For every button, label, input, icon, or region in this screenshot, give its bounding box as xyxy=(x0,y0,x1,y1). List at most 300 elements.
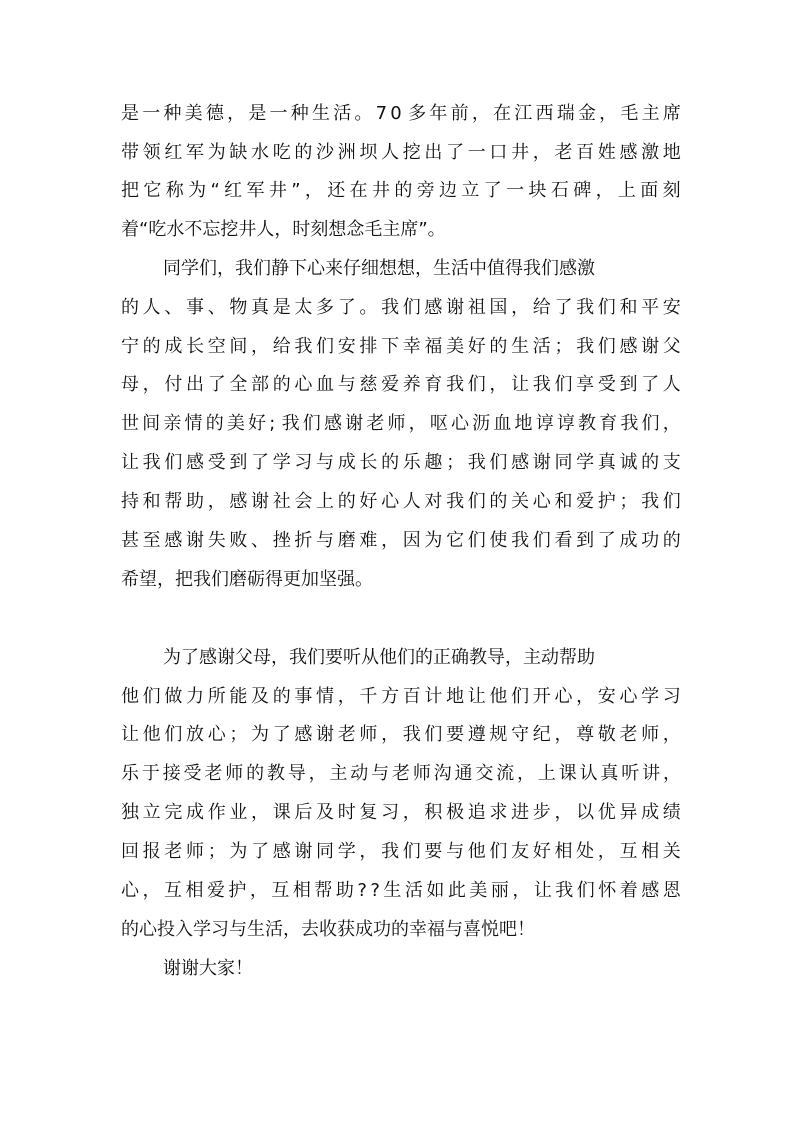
text-char: 种 xyxy=(290,103,309,124)
text-char: 与 xyxy=(316,530,335,551)
text-line xyxy=(121,762,681,786)
text-char: 旁 xyxy=(416,180,435,201)
text-char: 相 xyxy=(292,880,311,901)
text-char: 感 xyxy=(294,724,313,745)
text-char: 到 xyxy=(619,374,638,395)
text-char: 我 xyxy=(446,491,465,512)
text-char: 心 xyxy=(619,686,638,707)
text-char: 西 xyxy=(535,103,554,124)
text-char: 为 xyxy=(188,180,207,201)
text-char: 持 xyxy=(121,491,139,512)
text-char: 方 xyxy=(381,686,400,707)
text-char: 的 xyxy=(205,413,224,434)
text-char: 生 xyxy=(511,336,530,357)
text-char: 以 xyxy=(576,802,595,823)
text-char: 军 xyxy=(246,180,265,201)
text-char: 受 xyxy=(207,452,226,473)
text-char: 美 xyxy=(226,413,245,434)
text-char: 长 xyxy=(359,452,378,473)
text-char: 师 xyxy=(641,724,660,745)
text-char: 乐 xyxy=(402,452,421,473)
text-char: 社 xyxy=(272,491,291,512)
text-char: 感 xyxy=(229,491,248,512)
text-char: 要 xyxy=(424,841,443,862)
text-char: 乐 xyxy=(121,763,139,784)
text-line: 着“吃水不忘挖井人，时刻想念毛主席”。 xyxy=(121,219,446,240)
text-char: 我 xyxy=(532,374,551,395)
text-char: 福 xyxy=(424,336,443,357)
text-char: 支 xyxy=(662,452,681,473)
text-char: 挫 xyxy=(272,530,291,551)
text-char: 地 xyxy=(514,413,533,434)
text-char: 师 xyxy=(412,763,431,784)
text-char: 老 xyxy=(366,413,385,434)
text-char: 导 xyxy=(287,763,306,784)
text-char: 红 xyxy=(164,142,183,163)
text-char: 种 xyxy=(163,103,182,124)
text-char: ， xyxy=(554,802,573,823)
text-char: ， xyxy=(308,763,327,784)
text-char: 成 xyxy=(641,802,660,823)
text-char: 千 xyxy=(359,686,378,707)
text-char: 着 xyxy=(619,880,638,901)
text-char: 恩 xyxy=(662,880,681,901)
text-char: 教 xyxy=(266,763,285,784)
text-char: 人 xyxy=(402,491,421,512)
text-char: 带 xyxy=(121,142,139,163)
text-char: ， xyxy=(554,724,573,745)
text-char: 们 xyxy=(402,297,421,318)
text-char: 对 xyxy=(424,491,443,512)
text-char: 与 xyxy=(446,841,465,862)
text-char: 的 xyxy=(337,491,356,512)
text-char: 、 xyxy=(164,297,183,318)
text-char: 学 xyxy=(272,452,291,473)
text-char: 让 xyxy=(467,686,486,707)
text-char: 听 xyxy=(621,763,640,784)
text-char: 时 xyxy=(337,802,356,823)
text-char: 心 xyxy=(451,413,469,434)
text-char: 瑞 xyxy=(556,103,575,124)
text-char: 完 xyxy=(164,802,183,823)
text-char: 了 xyxy=(207,374,226,395)
text-char: 的 xyxy=(272,686,291,707)
text-char: 的 xyxy=(272,374,291,395)
text-char: “ xyxy=(210,180,220,201)
text-char: 席 xyxy=(662,103,681,124)
text-char: 成 xyxy=(337,452,356,473)
text-char: 。 xyxy=(354,103,373,124)
text-line xyxy=(121,529,681,553)
text-char: 了 xyxy=(446,142,465,163)
text-char: 们 xyxy=(424,724,443,745)
text-char: 们 xyxy=(467,530,486,551)
text-char: 活 xyxy=(333,103,352,124)
text-char: 互 xyxy=(271,880,290,901)
text-char: 边 xyxy=(439,180,458,201)
text-char: 部 xyxy=(251,374,270,395)
text-char: 的 xyxy=(294,142,313,163)
text-char: 心 xyxy=(532,491,551,512)
text-char: 我 xyxy=(142,452,161,473)
text-char: 祖 xyxy=(467,297,486,318)
text-char: 的 xyxy=(121,297,139,318)
text-char: 规 xyxy=(489,724,508,745)
text-char: 敬 xyxy=(597,724,616,745)
text-char: 我 xyxy=(294,336,313,357)
text-char: 追 xyxy=(467,802,486,823)
text-char: 洲 xyxy=(337,142,356,163)
text-char: 水 xyxy=(251,142,270,163)
text-line xyxy=(121,801,681,825)
text-char: ? xyxy=(357,880,367,901)
text-line: 希望，把我们磨砺得更加坚强。 xyxy=(121,569,373,590)
text-char: 给 xyxy=(272,336,291,357)
text-char: 我 xyxy=(576,336,595,357)
text-line xyxy=(121,141,681,165)
text-char: 称 xyxy=(165,180,184,201)
text-char: 们 xyxy=(467,491,486,512)
text-line xyxy=(121,723,681,747)
text-char: 互 xyxy=(619,841,638,862)
text-char: 及 xyxy=(316,802,335,823)
text-char: 太 xyxy=(294,297,313,318)
text-char: 心 xyxy=(381,491,400,512)
text-char: 因 xyxy=(402,530,421,551)
text-char: 互 xyxy=(163,880,182,901)
text-char: 和 xyxy=(554,491,573,512)
text-char: 谢 xyxy=(641,336,660,357)
text-char: 真 xyxy=(597,452,616,473)
text-char: 谢 xyxy=(294,841,313,862)
text-char: 同 xyxy=(554,452,573,473)
text-char: 谆 xyxy=(535,413,554,434)
text-char: ， xyxy=(142,374,161,395)
text-char: 谢 xyxy=(186,530,205,551)
text-char: 流 xyxy=(496,763,515,784)
text-line xyxy=(121,296,681,320)
text-char: 7 xyxy=(375,103,388,124)
text-char: 谢 xyxy=(251,491,270,512)
text-char: 江 xyxy=(514,103,533,124)
text-char: 会 xyxy=(294,491,313,512)
text-char: 课 xyxy=(272,802,291,823)
text-char: 回 xyxy=(121,841,139,862)
text-char: 让 xyxy=(511,374,530,395)
text-char: 我 xyxy=(281,413,300,434)
text-char: 心 xyxy=(121,880,139,901)
text-char: 宁 xyxy=(121,336,139,357)
text-char: 我 xyxy=(555,880,574,901)
text-char: 趣 xyxy=(424,452,443,473)
text-char: 地 xyxy=(446,686,465,707)
text-char: 美 xyxy=(184,103,203,124)
text-char: 老 xyxy=(391,763,410,784)
text-char: 与 xyxy=(316,452,335,473)
text-char: 的 xyxy=(641,452,660,473)
text-char: 它 xyxy=(446,530,465,551)
text-char: 多 xyxy=(408,103,427,124)
text-char: 事 xyxy=(294,686,313,707)
text-char: ， xyxy=(511,297,530,318)
text-char: 一 xyxy=(142,103,161,124)
closing-line: 谢谢大家！ xyxy=(163,958,253,979)
text-char: 功 xyxy=(641,530,660,551)
text-char: 生 xyxy=(383,880,402,901)
text-char: 丽 xyxy=(490,880,509,901)
text-char: 了 xyxy=(597,530,616,551)
text-char: 安 xyxy=(337,336,356,357)
text-char: 们 xyxy=(597,297,616,318)
text-char: 关 xyxy=(662,841,681,862)
text-char: 井 xyxy=(268,180,287,201)
text-line xyxy=(121,840,681,864)
text-char: 们 xyxy=(554,374,573,395)
paragraph-start-line: 同学们，我们静下心来仔细想想，生活中值得我们感激 xyxy=(163,258,595,279)
text-char: 、 xyxy=(251,530,270,551)
text-char: 下 xyxy=(381,336,400,357)
text-char: 付 xyxy=(164,374,183,395)
text-char: 了 xyxy=(554,297,573,318)
text-char: 们 xyxy=(597,336,616,357)
text-char: 的 xyxy=(142,336,161,357)
text-char: 沟 xyxy=(433,763,452,784)
text-char: 育 xyxy=(599,413,618,434)
text-char: 与 xyxy=(337,374,356,395)
text-char: 的 xyxy=(394,180,413,201)
text-char: 和 xyxy=(619,297,638,318)
text-char: 平 xyxy=(641,297,660,318)
text-char: 出 xyxy=(424,142,443,163)
text-char: 诚 xyxy=(619,452,638,473)
text-char: 是 xyxy=(121,103,139,124)
text-char: 此 xyxy=(447,880,466,901)
text-char: 和 xyxy=(142,491,161,512)
text-char: ， xyxy=(517,763,536,784)
text-char: 地 xyxy=(662,142,681,163)
text-char: 排 xyxy=(359,336,378,357)
text-char: 立 xyxy=(461,180,480,201)
text-char: 安 xyxy=(597,686,616,707)
text-char: 护 xyxy=(597,491,616,512)
text-char: 师 xyxy=(387,413,406,434)
text-char: 井 xyxy=(511,142,530,163)
text-char: 好 xyxy=(359,491,378,512)
text-char: 成 xyxy=(164,336,183,357)
text-char: ， xyxy=(304,180,323,201)
text-char: ； xyxy=(207,841,226,862)
text-char: 他 xyxy=(467,841,486,862)
text-char: 积 xyxy=(424,802,443,823)
text-line xyxy=(121,879,681,903)
text-char: 物 xyxy=(229,297,248,318)
text-char: 多 xyxy=(316,297,335,318)
text-char: ， xyxy=(142,880,161,901)
text-char: 学 xyxy=(337,841,356,862)
text-char: ， xyxy=(576,686,595,707)
text-char: 缺 xyxy=(229,142,248,163)
text-char: 们 xyxy=(467,374,486,395)
text-char: ， xyxy=(662,763,681,784)
text-char: 相 xyxy=(554,841,573,862)
text-char: 们 xyxy=(164,452,183,473)
text-char: 至 xyxy=(142,530,161,551)
text-char: 磨 xyxy=(337,530,356,551)
text-char: 真 xyxy=(251,297,270,318)
text-char: 一 xyxy=(467,142,486,163)
text-char: 们 xyxy=(662,491,681,512)
text-char: 毛 xyxy=(620,103,639,124)
text-char: 是 xyxy=(248,103,267,124)
text-char: 他 xyxy=(142,724,161,745)
text-char: 刻 xyxy=(662,180,681,201)
text-char: 处 xyxy=(576,841,595,862)
text-char: 立 xyxy=(142,802,161,823)
text-char: 们 xyxy=(641,413,660,434)
text-char: 好 xyxy=(532,841,551,862)
text-char: 、 xyxy=(207,297,226,318)
text-char: 。 xyxy=(359,297,378,318)
text-char: 爱 xyxy=(381,374,400,395)
text-char: ， xyxy=(599,103,618,124)
text-char: 成 xyxy=(186,802,205,823)
text-char: ， xyxy=(532,142,551,163)
text-char: 前 xyxy=(450,103,469,124)
text-char: 军 xyxy=(186,142,205,163)
text-char: 活 xyxy=(532,336,551,357)
text-char: 让 xyxy=(533,880,552,901)
text-char: 人 xyxy=(381,142,400,163)
text-char: 讲 xyxy=(642,763,661,784)
text-char: 我 xyxy=(641,491,660,512)
text-char: 通 xyxy=(454,763,473,784)
text-char: 人 xyxy=(662,374,681,395)
text-char: 感 xyxy=(186,452,205,473)
text-char: 面 xyxy=(640,180,659,201)
text-char: 了 xyxy=(272,724,291,745)
text-char: 助 xyxy=(186,491,205,512)
text-char: 到 xyxy=(229,452,248,473)
text-char: 了 xyxy=(251,452,270,473)
text-char: 活 xyxy=(404,880,423,901)
text-char: 看 xyxy=(554,530,573,551)
text-char: 把 xyxy=(121,180,139,201)
text-char: 们 xyxy=(164,724,183,745)
text-char: 业 xyxy=(229,802,248,823)
text-char: 德 xyxy=(205,103,224,124)
text-char: 石 xyxy=(550,180,569,201)
text-char: 让 xyxy=(121,724,139,745)
text-char: 所 xyxy=(207,686,226,707)
text-char: 它 xyxy=(143,180,162,201)
text-char: 甚 xyxy=(121,530,139,551)
text-char: 领 xyxy=(142,142,161,163)
text-char: 的 xyxy=(489,336,508,357)
text-char: 生 xyxy=(311,103,330,124)
text-char: ， xyxy=(597,841,616,862)
text-char: 感 xyxy=(511,452,530,473)
text-char: 与 xyxy=(371,763,390,784)
text-char: 我 xyxy=(511,530,530,551)
text-char: 出 xyxy=(186,374,205,395)
text-char: 于 xyxy=(141,763,160,784)
text-char: 为 xyxy=(424,530,443,551)
text-char: 感 xyxy=(323,413,342,434)
text-char: 们 xyxy=(576,880,595,901)
text-line xyxy=(121,335,681,359)
text-char: 败 xyxy=(229,530,248,551)
text-char: 爱 xyxy=(206,880,225,901)
text-char: 美 xyxy=(446,336,465,357)
text-char: 报 xyxy=(142,841,161,862)
text-char: 安 xyxy=(662,297,681,318)
text-char: ， xyxy=(381,530,400,551)
text-char: 关 xyxy=(511,491,530,512)
text-char: ； xyxy=(446,452,465,473)
text-char: 步 xyxy=(532,802,551,823)
text-char: 感 xyxy=(641,880,660,901)
text-char: 成 xyxy=(619,530,638,551)
text-char: 们 xyxy=(532,530,551,551)
text-char: 习 xyxy=(294,452,313,473)
text-char: 计 xyxy=(424,686,443,707)
text-char: 我 xyxy=(467,452,486,473)
text-char: 我 xyxy=(620,413,639,434)
text-char: ， xyxy=(227,103,246,124)
text-char: 父 xyxy=(662,336,681,357)
text-line xyxy=(121,451,681,475)
text-char: 们 xyxy=(489,841,508,862)
text-char: 谢 xyxy=(532,452,551,473)
text-char: 友 xyxy=(511,841,530,862)
text-line xyxy=(121,412,681,436)
text-char: 了 xyxy=(483,180,502,201)
text-char: 复 xyxy=(359,802,378,823)
text-line xyxy=(121,179,681,203)
text-char: ， xyxy=(251,336,270,357)
text-char: ； xyxy=(554,336,573,357)
text-char: 了 xyxy=(337,297,356,318)
text-char: ， xyxy=(337,686,356,707)
text-char: 尊 xyxy=(576,724,595,745)
text-char: 绩 xyxy=(662,802,681,823)
text-char: 块 xyxy=(528,180,547,201)
text-char: 接 xyxy=(162,763,181,784)
text-char: 主 xyxy=(641,103,660,124)
text-char: 上 xyxy=(617,180,636,201)
text-char: ， xyxy=(408,413,427,434)
text-char: 碑 xyxy=(573,180,592,201)
text-char: ” xyxy=(291,180,301,201)
text-char: 们 xyxy=(316,336,335,357)
text-char: 井 xyxy=(371,180,390,201)
text-line xyxy=(121,102,681,126)
text-char: 养 xyxy=(402,374,421,395)
text-char: 受 xyxy=(597,374,616,395)
text-char: 的 xyxy=(246,763,265,784)
text-char: 极 xyxy=(446,802,465,823)
text-char: 放 xyxy=(186,724,205,745)
text-char: 沙 xyxy=(316,142,335,163)
text-char: 他 xyxy=(121,686,139,707)
text-char: 在 xyxy=(349,180,368,201)
text-char: 老 xyxy=(554,142,573,163)
text-char: 师 xyxy=(186,841,205,862)
text-char: 沥 xyxy=(472,413,491,434)
text-char: 金 xyxy=(577,103,596,124)
text-char: 呕 xyxy=(429,413,448,434)
text-char: 坝 xyxy=(359,142,378,163)
